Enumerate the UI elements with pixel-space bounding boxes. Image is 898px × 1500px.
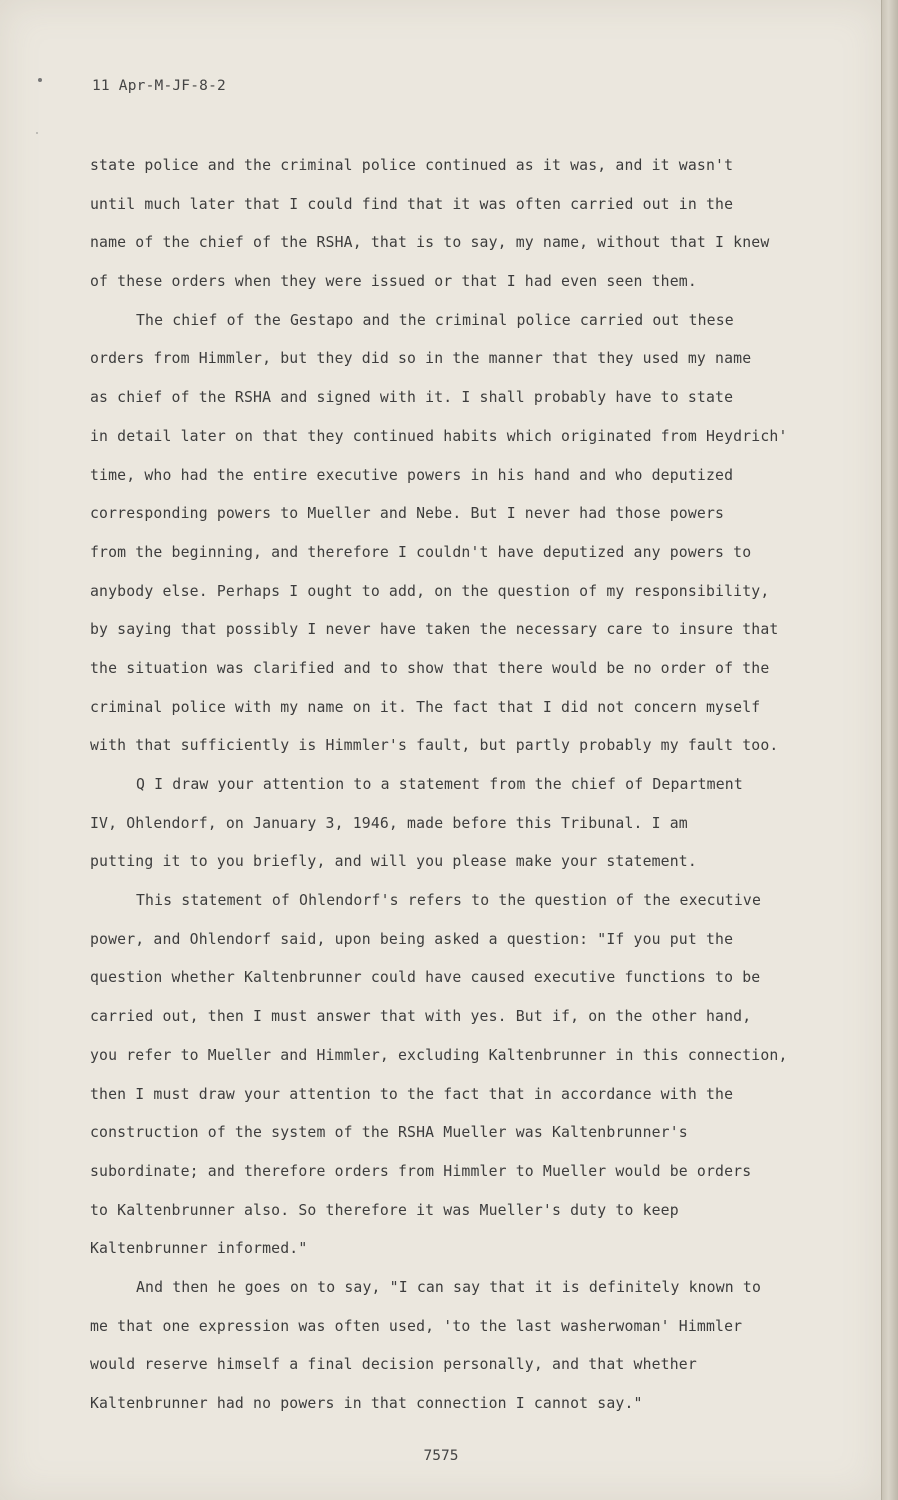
page-edge (881, 0, 898, 1500)
page-number: 7575 (423, 1448, 459, 1464)
text-line: until much later that I could find that it was often carried out in the (90, 195, 734, 213)
text-line: corresponding powers to Mueller and Nebe. But I never had those powers (90, 505, 725, 523)
text-line: criminal police with my name on it. The fact that I did not concern myself (90, 698, 761, 716)
text-line: Q I draw your attention to a statement from the chief of Department (136, 776, 743, 793)
text-line: name of the chief of the RSHA, that is to say, my name, without that I knew (90, 234, 770, 252)
speck-mark (38, 78, 42, 82)
text-line: And then he goes on to say, "I can say that it is definitely known to (136, 1278, 762, 1296)
text-line: state police and the criminal police continued as it was, and it wasn't (90, 157, 734, 174)
text-line: The chief of the Gestapo and the criminal police carried out these (136, 311, 734, 329)
text-line: time, who had the entire executive powers in his hand and who deputized (90, 466, 734, 484)
text-line: IV, Ohlendorf, on January 3, 1946, made before this Tribunal. I am (90, 814, 688, 832)
text-line: anybody else. Perhaps I ought to add, on the question of my responsibility, (90, 582, 770, 600)
text-line: as chief of the RSHA and signed with it. I shall probably have to state (90, 389, 734, 407)
text-line: power, and Ohlendorf said, upon being asked a question: "If you put the (90, 930, 734, 948)
text-line: of these orders when they were issued or that I had even seen them. (90, 273, 697, 291)
document-body (90, 152, 850, 1429)
text-line: construction of the system of the RSHA Mueller was Kaltenbrunner's (90, 1124, 688, 1142)
text-line: you refer to Mueller and Himmler, excluding Kaltenbrunner in this connection, (90, 1046, 788, 1064)
text-line: with that sufficiently is Himmler's fault, but partly probably my fault too. (90, 737, 779, 755)
text-line: in detail later on that they continued habits which originated from Heydrich' (90, 427, 788, 445)
text-line: subordinate; and therefore orders from Himmler to Mueller would be orders (90, 1162, 752, 1180)
text-line: Kaltenbrunner had no powers in that connection I cannot say." (90, 1395, 643, 1412)
text-line: to Kaltenbrunner also. So therefore it was Mueller's duty to keep (90, 1201, 679, 1219)
text-line: orders from Himmler, but they did so in the manner that they used my name (90, 350, 752, 368)
text-line: would reserve himself a final decision personally, and that whether (90, 1356, 697, 1374)
text-line: the situation was clarified and to show that there would be no order of the (90, 659, 770, 677)
text-line: Kaltenbrunner informed." (90, 1240, 308, 1258)
text-line: from the beginning, and therefore I couldn't have deputized any powers to (90, 543, 752, 561)
text-line: putting it to you briefly, and will you please make your statement. (90, 853, 697, 871)
page-header: 11 Apr-M-JF-8-2 (92, 78, 226, 94)
text-line: This statement of Ohlendorf's refers to the question of the executive (136, 892, 762, 910)
text-line: carried out, then I must answer that with yes. But if, on the other hand, (90, 1008, 752, 1026)
text-line: by saying that possibly I never have taken the necessary care to insure that (90, 621, 779, 639)
text-line: question whether Kaltenbrunner could have caused executive functions to be (90, 969, 761, 987)
text-line: then I must draw your attention to the fact that in accordance with the (90, 1085, 734, 1103)
text-line: me that one expression was often used, 'to the last washerwoman' Himmler (90, 1317, 743, 1335)
speck-mark (36, 132, 38, 134)
